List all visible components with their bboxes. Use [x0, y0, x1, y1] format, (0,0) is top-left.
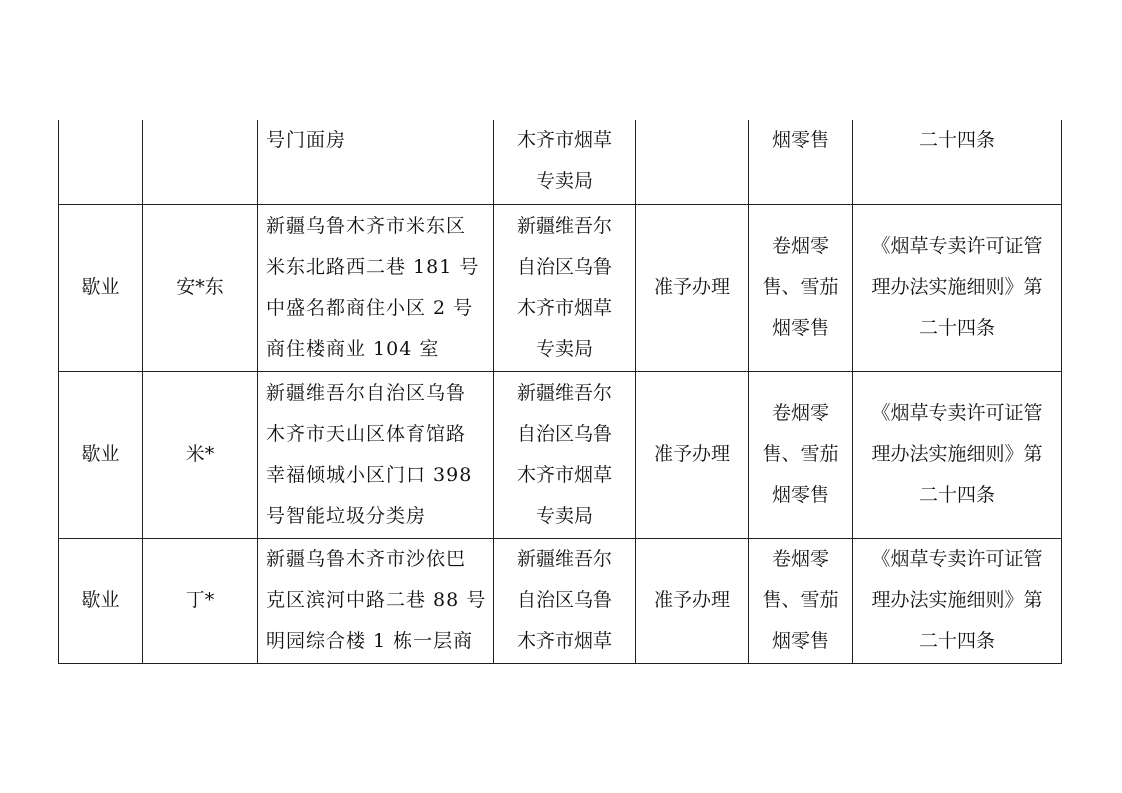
cell-basis-text: 《烟草专卖许可证管 理办法实施细则》第 二十四条	[871, 402, 1043, 506]
table-row	[59, 204, 1062, 371]
table-row	[59, 371, 1062, 538]
cell-result	[636, 371, 749, 538]
cell-authority-text: 木齐市烟草 专卖局	[516, 129, 612, 192]
cell-result-text: 准予办理	[653, 443, 730, 465]
cell-address	[258, 204, 494, 371]
cell-address	[258, 120, 494, 204]
cell-name	[143, 204, 258, 371]
cell-type	[59, 204, 143, 371]
cell-scope	[749, 538, 853, 663]
cell-basis-text: 二十四条	[918, 129, 995, 151]
cell-address-text: 新疆乌鲁木齐市沙依巴 克区滨河中路二巷 88 号 明园综合楼 1 栋一层商	[266, 548, 487, 652]
cell-basis-text: 《烟草专卖许可证管 理办法实施细则》第 二十四条	[871, 548, 1043, 652]
cell-basis	[853, 371, 1062, 538]
cell-address-text: 号门面房	[266, 129, 347, 151]
cell-scope-text: 卷烟零 售、雪茄 烟零售	[762, 548, 839, 652]
cell-authority	[494, 538, 636, 663]
table-row	[59, 120, 1062, 204]
cell-address-text: 新疆维吾尔自治区乌鲁 木齐市天山区体育馆路 幸福倾城小区门口 398 号智能垃圾分类房	[266, 381, 473, 527]
cell-name-text: 米*	[185, 443, 215, 465]
cell-type	[59, 371, 143, 538]
cell-scope	[749, 204, 853, 371]
cell-authority-text: 新疆维吾尔 自治区乌鲁 木齐市烟草 专卖局	[516, 381, 612, 527]
cell-type-text: 歇业	[81, 589, 120, 611]
cell-type-text: 歇业	[81, 443, 120, 465]
cell-result	[636, 120, 749, 204]
cell-authority-text: 新疆维吾尔 自治区乌鲁 木齐市烟草	[516, 548, 612, 652]
cell-authority	[494, 120, 636, 204]
cell-name	[143, 538, 258, 663]
cell-scope-text: 卷烟零 售、雪茄 烟零售	[762, 235, 839, 339]
cell-scope	[749, 120, 853, 204]
cell-result	[636, 204, 749, 371]
cell-address	[258, 371, 494, 538]
cell-result-text: 准予办理	[653, 276, 730, 298]
cell-authority	[494, 204, 636, 371]
cell-result-text: 准予办理	[653, 589, 730, 611]
cell-basis	[853, 120, 1062, 204]
cell-address	[258, 538, 494, 663]
cell-basis	[853, 538, 1062, 663]
cell-address-text: 新疆乌鲁木齐市米东区 米东北路西二巷 181 号 中盛名都商住小区 2 号 商住楼商业 104 室	[266, 214, 480, 360]
cell-type-text: 歇业	[81, 276, 120, 298]
license-table	[58, 120, 1062, 664]
cell-name-text: 安*东	[176, 276, 224, 298]
table-row	[59, 538, 1062, 663]
cell-name-text: 丁*	[185, 589, 215, 611]
cell-scope-text: 烟零售	[771, 129, 829, 151]
cell-basis-text: 《烟草专卖许可证管 理办法实施细则》第 二十四条	[871, 235, 1043, 339]
cell-basis	[853, 204, 1062, 371]
cell-authority	[494, 371, 636, 538]
cell-scope	[749, 371, 853, 538]
cell-authority-text: 新疆维吾尔 自治区乌鲁 木齐市烟草 专卖局	[516, 214, 612, 360]
cell-name	[143, 120, 258, 204]
cell-type	[59, 538, 143, 663]
cell-result	[636, 538, 749, 663]
cell-scope-text: 卷烟零 售、雪茄 烟零售	[762, 402, 839, 506]
cell-type	[59, 120, 143, 204]
cell-name	[143, 371, 258, 538]
